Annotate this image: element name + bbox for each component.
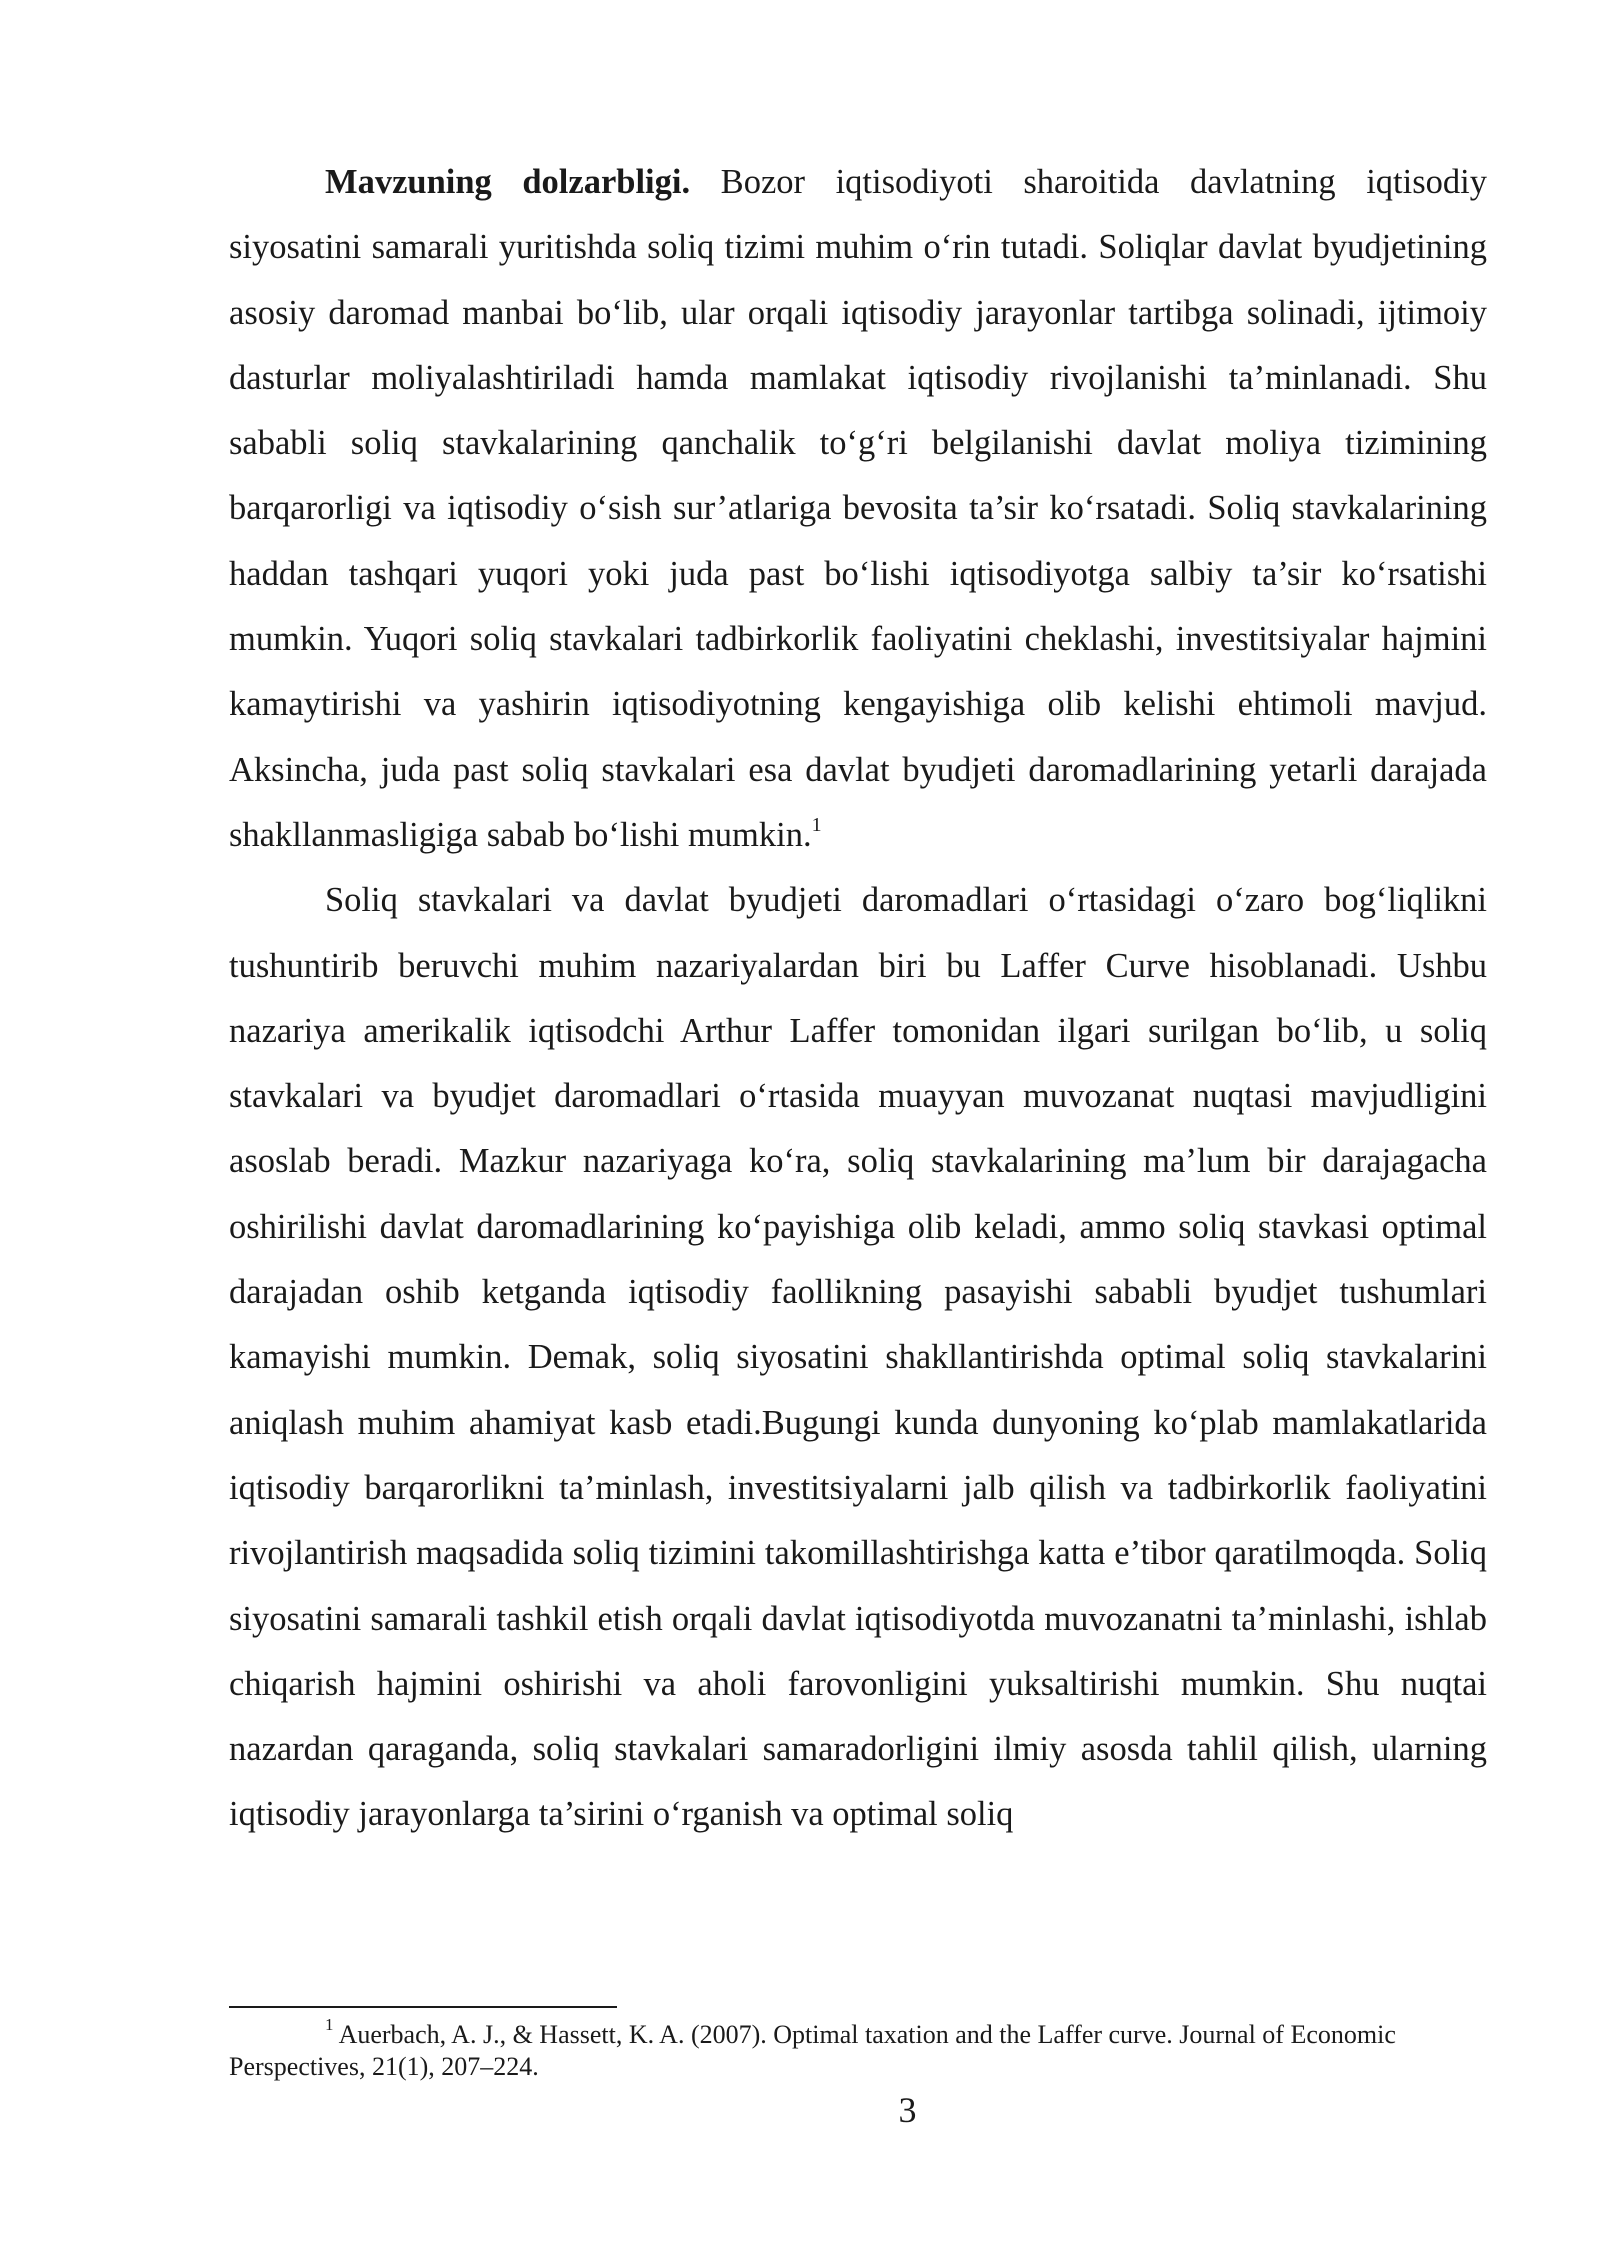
footnote-number: 1 (325, 2015, 334, 2035)
footnote-text: Auerbach, A. J., & Hassett, K. A. (2007). Optimal taxation and the Laffer curve. Journal of Economic Perspectives, 21(1), 207–224. (229, 2020, 1396, 2081)
footnote-separator (229, 2006, 617, 2008)
footnote (229, 2015, 1487, 2083)
page-body (229, 150, 1487, 1848)
section-heading: Mavzuning dolzarbligi. (325, 163, 691, 201)
paragraph-laffer-curve (229, 868, 1487, 1847)
footnote-reference[interactable]: 1 (811, 814, 822, 837)
paragraph-laffer-curve-text: Soliq stavkalari va davlat byudjeti daromadlari o‘rtasidagi o‘zaro bog‘liqlikni tushuntirib beruvchi muhim nazariyalardan biri bu Laffer Curve hisoblanadi. Ushbu nazariya amerikalik iqtisodchi Arthur Laffer tomonidan ilgari surilgan bo‘lib, u soliq stavkalari va byudjet daromadlari o‘rtasida muayyan muvozanat nuqtasi mavjudligini asoslab beradi. Mazkur nazariyaga ko‘ra, soliq stavkalarining ma’lum bir darajagacha oshirilishi davlat daromadlarining ko‘payishiga olib keladi, ammo soliq stavkasi optimal darajadan oshib ketganda iqtisodiy faollikning pasayishi sababli byudjet tushumlari kamayishi mumkin. Demak, soliq siyosatini shakllantirishda optimal soliq stavkalarini aniqlash muhim ahamiyat kasb etadi.Bugungi kunda dunyoning ko‘plab mamlakatlarida iqtisodiy barqarorlikni ta’minlash, investitsiyalarni jalb qilish va tadbirkorlik faoliyatini rivojlantirish maqsadida soliq tizimini takomillashtirishga katta e’tibor qaratilmoqda. Soliq siyosatini samarali tashkil etish orqali davlat iqtisodiyotda muvozanatni ta’minlashi, ishlab chiqarish hajmini oshirishi va aholi farovonligini yuksaltirishi mumkin. Shu nuqtai nazardan qaraganda, soliq stavkalari samaradorligini ilmiy asosda tahlil qilish, ularning iqtisodiy jarayonlarga ta’sirini o‘rganish va optimal soliq (229, 881, 1487, 1834)
paragraph-relevance-text: Bozor iqtisodiyoti sharoitida davlatning iqtisodiy siyosatini samarali yuritishda soliq tizimi muhim o‘rin tutadi. Soliqlar davlat byudjetining asosiy daromad manbai bo‘lib, ular orqali iqtisodiy jarayonlar tartibga solinadi, ijtimoiy dasturlar moliyalashtiriladi hamda mamlakat iqtisodiy rivojlanishi ta’minlanadi. Shu sababli soliq stavkalarining qanchalik to‘g‘ri belgilanishi davlat moliya tizimining barqarorligi va iqtisodiy o‘sish sur’atlariga bevosita ta’sir ko‘rsatadi. Soliq stavkalarining haddan tashqari yuqori yoki juda past bo‘lishi iqtisodiyotga salbiy ta’sir ko‘rsatishi mumkin. Yuqori soliq stavkalari tadbirkorlik faoliyatini cheklashi, investitsiyalar hajmini kamaytirishi va yashirin iqtisodiyotning kengayishiga olib kelishi ehtimoli mavjud. Aksincha, juda past soliq stavkalari esa davlat byudjeti daromadlarining yetarli darajada shakllanmasligiga sabab bo‘lishi mumkin. (229, 163, 1487, 854)
paragraph-relevance (229, 150, 1487, 868)
page-number: 3 (898, 2090, 917, 2130)
